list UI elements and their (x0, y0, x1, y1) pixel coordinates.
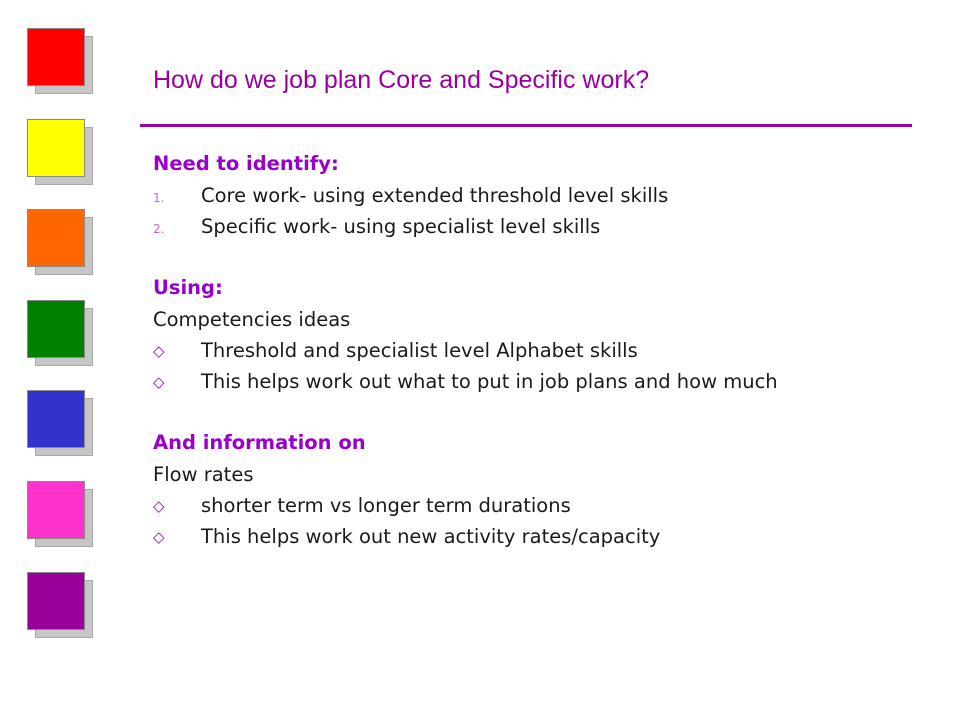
purple-square (27, 572, 85, 630)
pink-square (27, 481, 85, 539)
list-item (153, 368, 913, 399)
blue-square (27, 390, 85, 448)
diamond-bullet-icon: ◇ (153, 528, 165, 546)
list-item-text: Specific work- using specialist level skills (201, 215, 601, 238)
green-square (27, 300, 85, 358)
spacer (153, 399, 913, 429)
section-heading-using: Using: (153, 276, 223, 299)
title-divider (140, 124, 912, 127)
diamond-bullet-icon: ◇ (153, 497, 165, 515)
list-item (153, 213, 913, 244)
list-number: 1. (153, 191, 165, 205)
list-item-text: Threshold and specialist level Alphabet skills (201, 339, 638, 362)
section-intro: Flow rates (153, 463, 254, 486)
slide-title: How do we job plan Core and Specific work? (153, 66, 650, 94)
spacer (153, 244, 913, 274)
list-number: 2. (153, 222, 165, 236)
section-intro: Competencies ideas (153, 308, 351, 331)
red-square (27, 28, 85, 86)
orange-square (27, 209, 85, 267)
slide-body (153, 150, 913, 554)
section-heading-and-information-on: And information on (153, 431, 366, 454)
list-item-text: This helps work out new activity rates/capacity (201, 525, 661, 548)
list-item-text: This helps work out what to put in job plans and how much (201, 370, 778, 393)
diamond-bullet-icon: ◇ (153, 342, 165, 360)
list-item (153, 492, 913, 523)
list-item (153, 337, 913, 368)
list-item (153, 523, 913, 554)
yellow-square (27, 119, 85, 177)
list-item-text: shorter term vs longer term durations (201, 494, 571, 517)
section-heading-need-to-identify: Need to identify: (153, 152, 339, 175)
diamond-bullet-icon: ◇ (153, 373, 165, 391)
list-item-text: Core work- using extended threshold level skills (201, 184, 669, 207)
list-item (153, 182, 913, 213)
